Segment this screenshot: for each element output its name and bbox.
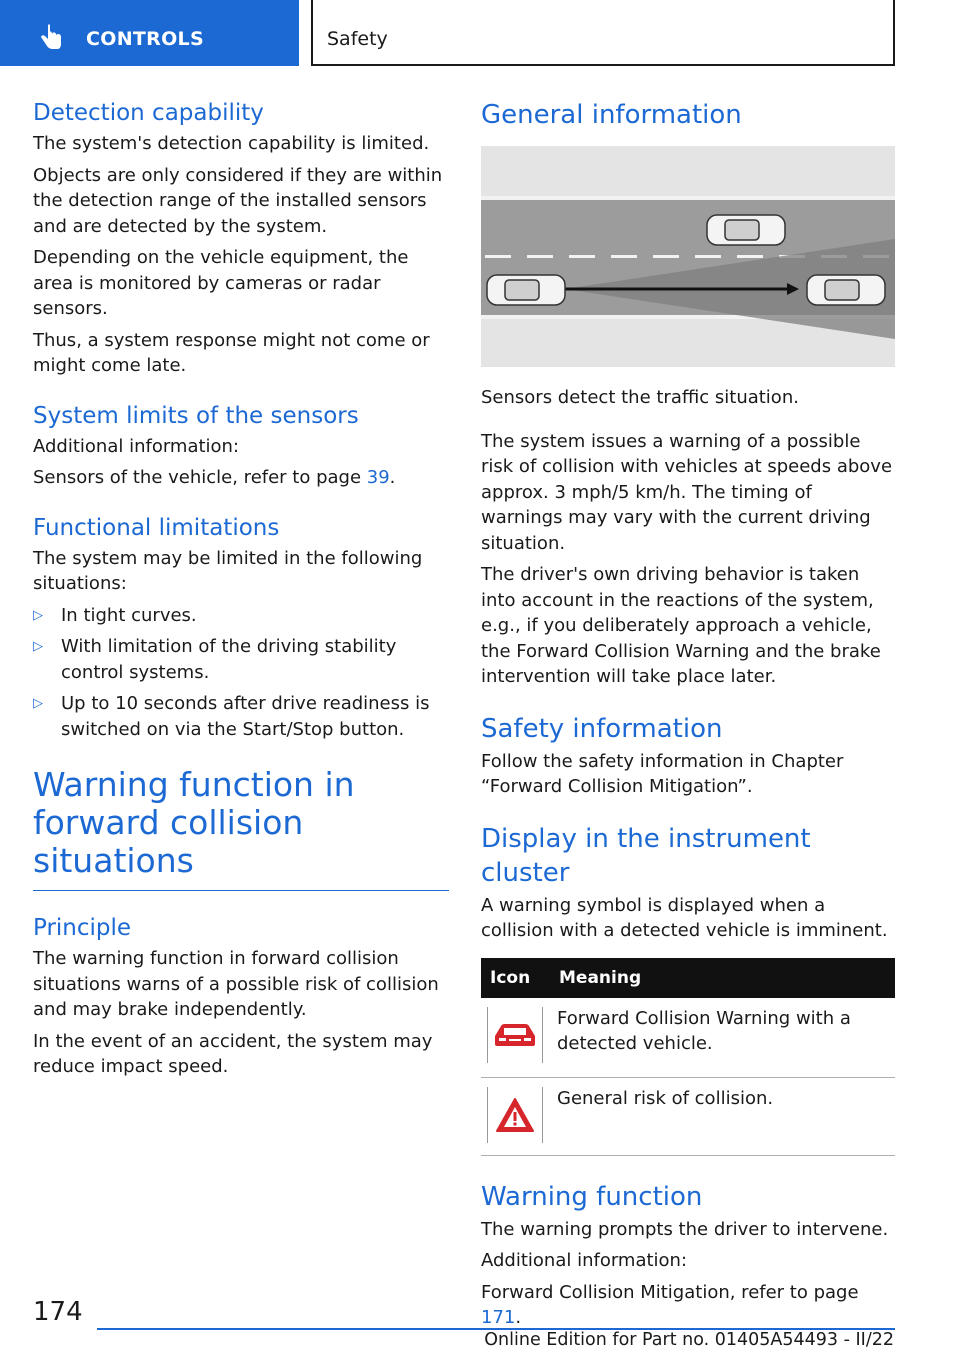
section-label: Safety [327,28,388,50]
mitigation-ref-text: Forward Collision Mitigation, refer to page [481,1281,859,1303]
edition-label: Online Edition for Part no. 01405A54493 - II/22 [484,1330,894,1350]
sensor-limits-heading: System limits of the sensors [33,402,359,429]
general-p1: The system issues a warning of a possible risk of collision with vehicles at speeds above approx. 3 mph/5 km/h. The timing of warnings may vary with the current driving situation. [481,430,893,554]
meaning-cell: Forward Collision Warning with a detected vehicle. [547,998,895,1078]
sensor-limits-p2 [33,465,449,491]
list-item [33,691,449,742]
car-icon [807,275,885,305]
traffic-situation-illustration [481,146,895,367]
functional-intro: The system may be limited in the following situations: [33,547,423,594]
list-item-text: In tight curves. [61,604,197,626]
warning-fn-p1: The warning prompts the driver to intervene. [481,1218,889,1240]
sensor-ref-end: . [389,467,396,488]
warning-fn-p2: Additional information: [481,1250,688,1271]
red-car-warning-icon [487,1007,543,1063]
right-column [481,98,895,1337]
red-triangle-warning-icon [487,1087,543,1143]
traffic-illustration [481,146,895,367]
car-icon [487,275,565,305]
detection-p1: The system's detection capability is limited. [33,133,430,154]
figure-caption: Sensors detect the traffic situation. [481,387,799,408]
detection-p2: Objects are only considered if they are within the detection range of the installed sensors and are detected by the system. [33,164,443,237]
mitigation-ref-end: . [515,1307,522,1328]
sensor-limits-p1: Additional information: [33,435,240,457]
principle-p2: In the event of an accident, the system may reduce impact speed. [33,1030,433,1077]
display-p1: A warning symbol is displayed when a collision with a detected vehicle is imminent. [481,894,888,941]
warning-function-title: Warning function in forward collision situations [33,765,355,880]
safety-heading: Safety information [481,713,723,744]
car-icon [707,215,785,245]
table-header-row [481,958,895,998]
triangle-bullet-icon: ▷ [33,696,43,711]
warning-fn-p3 [481,1280,895,1331]
page-link-171[interactable]: 171 [481,1307,516,1328]
detection-p3: Depending on the vehicle equipment, the area is monitored by cameras or radar sensors. [33,247,409,319]
detection-p4: Thus, a system response might not come or might come late. [33,329,430,376]
detection-heading: Detection capability [33,100,264,126]
list-item-text: Up to 10 seconds after drive readiness is switched on via the Start/Stop button. [61,693,430,740]
meaning-cell: General risk of collision. [547,1077,895,1155]
left-column [33,98,449,1086]
display-heading: Display in the instrument cluster [481,823,811,888]
section-header [311,0,895,66]
col-meaning-header: Meaning [547,958,895,998]
general-heading: General information [481,100,742,130]
chapter-label: CONTROLS [86,28,204,50]
principle-p1: The warning function in forward collision situations warns of a possible risk of collision and may brake independently. [33,948,439,1020]
col-icon-header: Icon [481,958,547,998]
safety-p1: Follow the safety information in Chapter “Forward Collision Mitigation”. [481,750,844,797]
triangle-bullet-icon: ▷ [33,607,43,623]
functional-heading: Functional limitations [33,514,280,541]
table-row [481,1077,895,1155]
list-item [33,634,449,685]
principle-heading: Principle [33,915,132,941]
limitations-list [33,603,449,743]
list-item-text: With limitation of the driving stability control systems. [61,636,397,683]
triangle-bullet-icon: ▷ [33,639,43,654]
warning-fn-heading: Warning function [481,1181,703,1212]
hand-pointer-icon [36,22,66,52]
icon-meaning-table [481,958,895,1156]
page-link-39[interactable]: 39 [366,467,390,488]
general-p2: The driver's own driving behavior is taken into account in the reactions of the system, e.g., if you deliberately approach a vehicle, the Forward Collision Warning and the brake intervention will take place later. [481,564,881,687]
page-number: 174 [33,1297,83,1327]
chapter-tab[interactable] [0,0,299,66]
list-item [33,603,449,629]
sensor-ref-text: Sensors of the vehicle, refer to page [33,467,367,488]
warning-title-block [33,766,449,891]
table-row [481,998,895,1078]
